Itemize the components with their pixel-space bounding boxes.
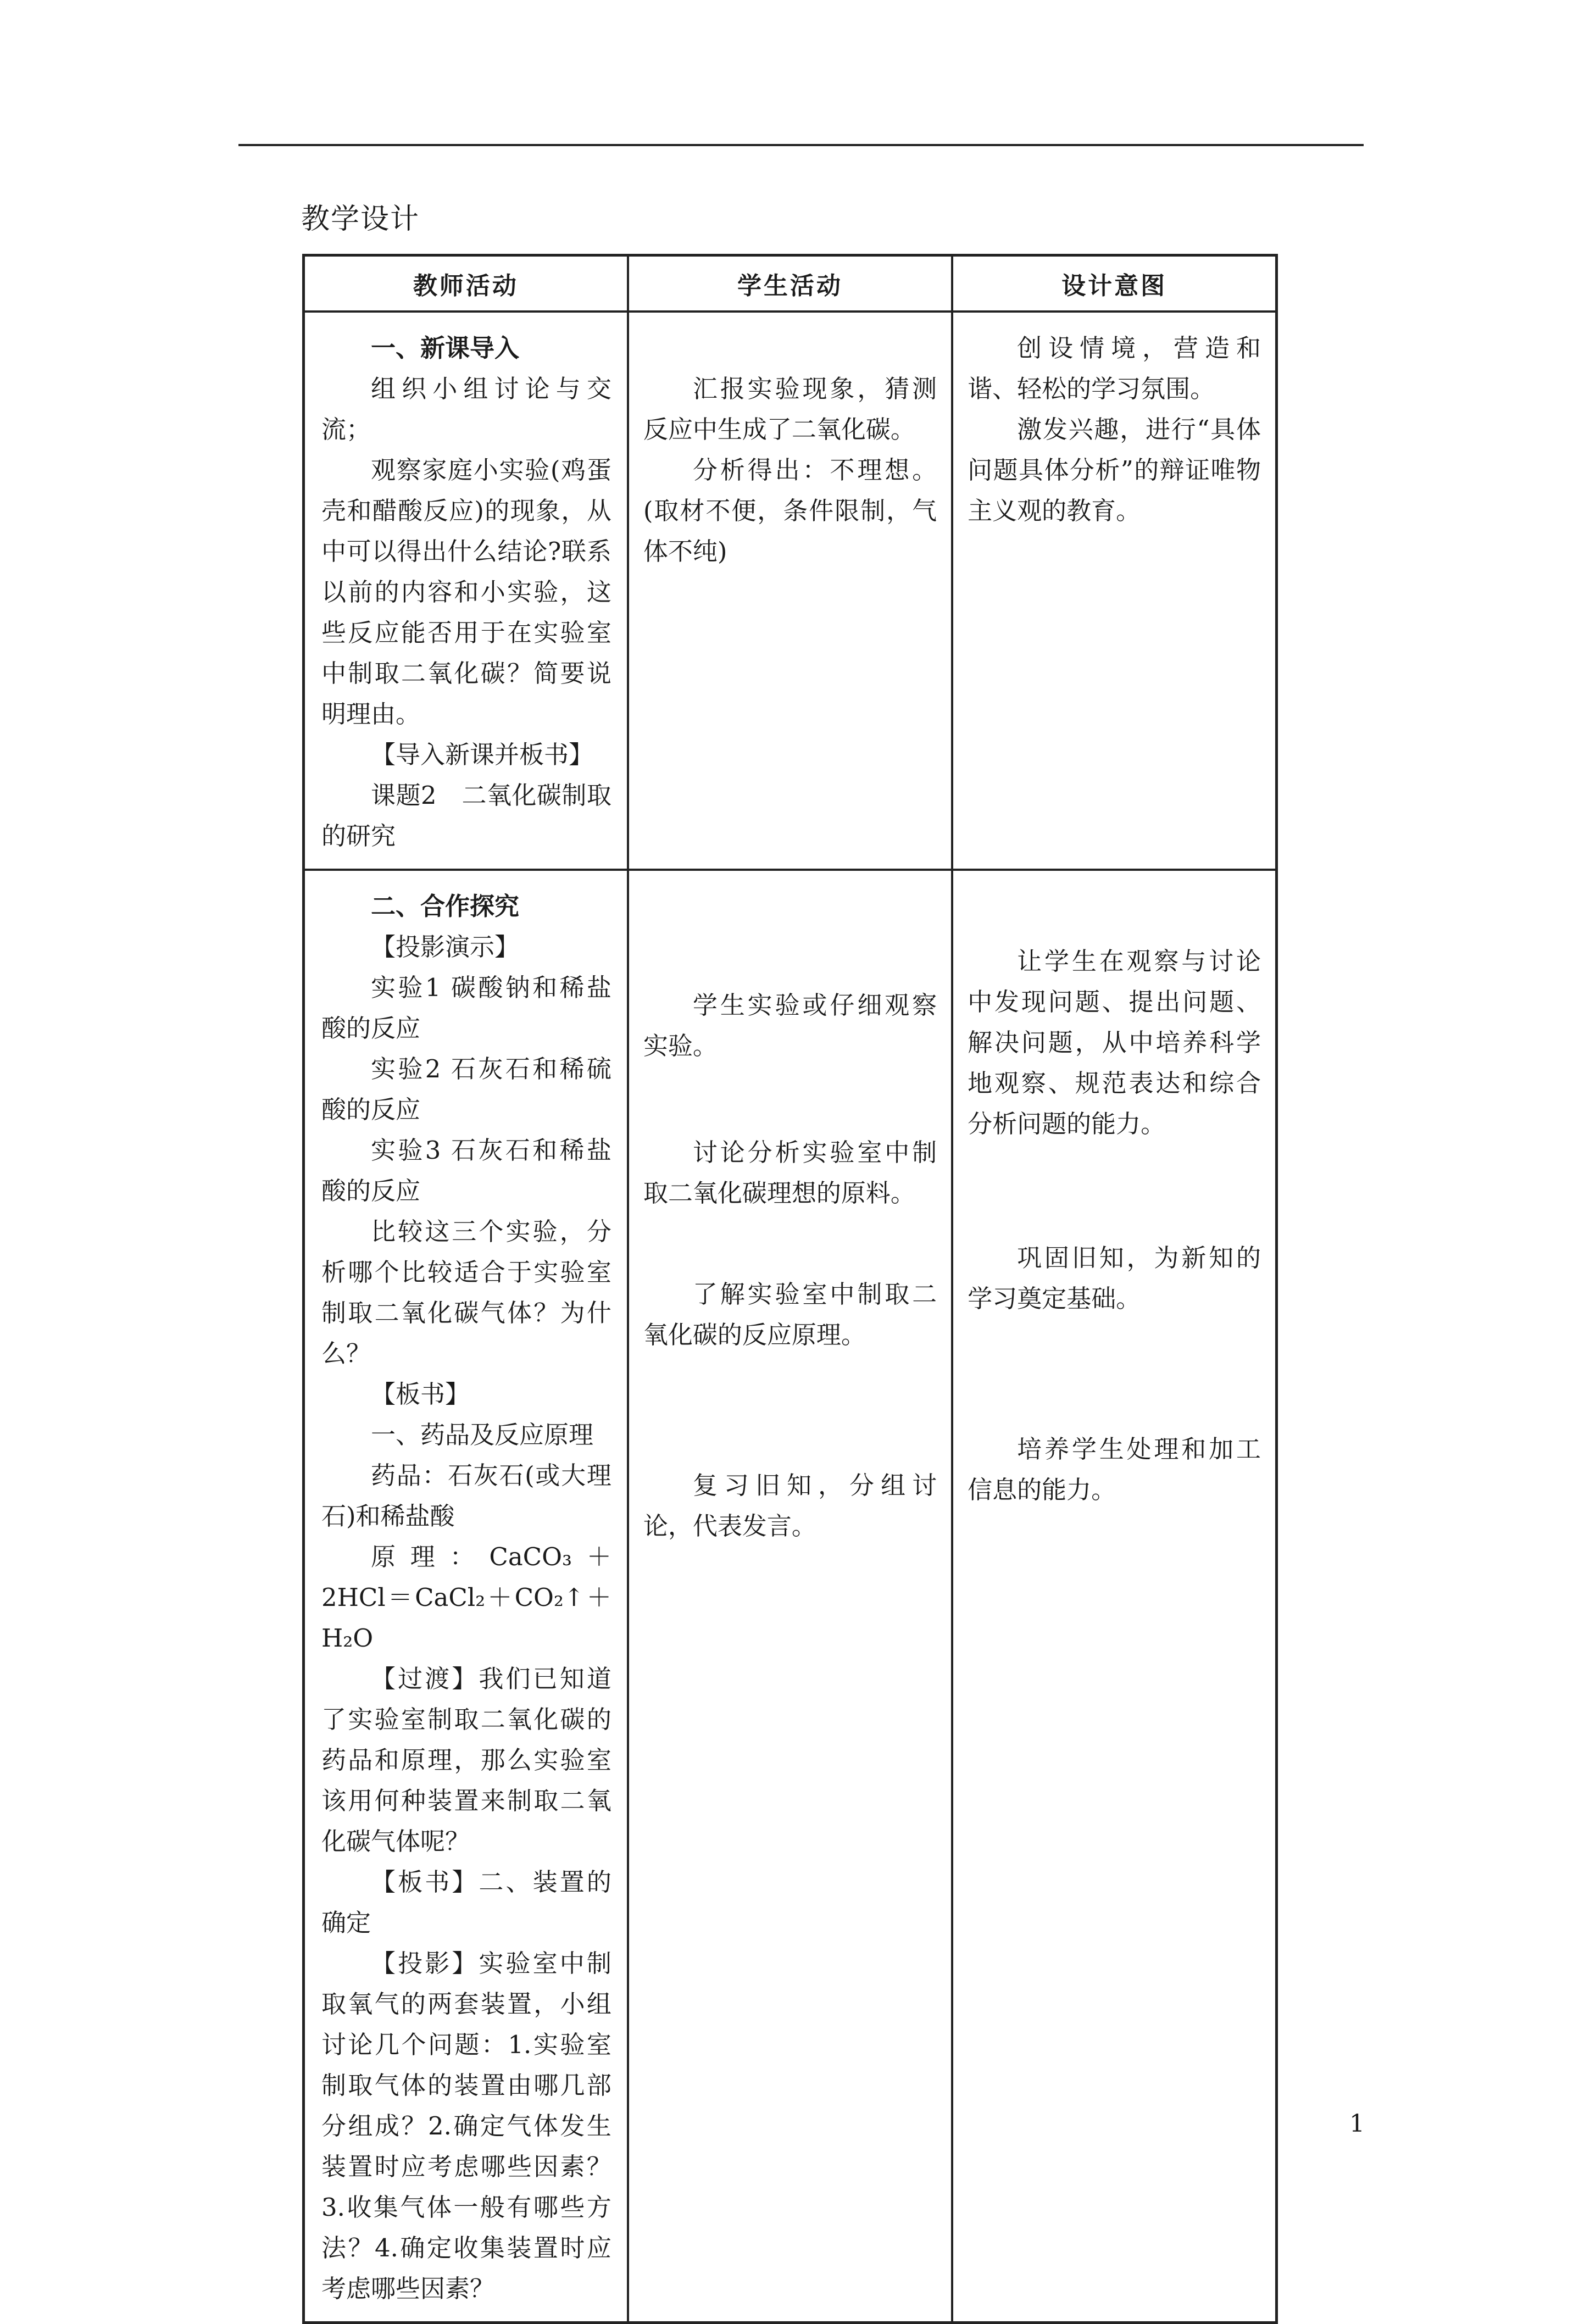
- section-title: 教学设计: [301, 203, 420, 236]
- row1-design-text: 创设情境，营造和谐、轻松的学习氛围。: [968, 333, 1261, 403]
- teaching-design-table: [302, 254, 1278, 2324]
- row1-design-text: 激发兴趣，进行“具体问题具体分析”的辩证唯物主义观的教育。: [968, 415, 1261, 525]
- student-activity-cell: [628, 870, 952, 2323]
- header-design-intent: 设计意图: [952, 255, 1276, 312]
- row2-student-text: 了解实验室中制取二氧化碳的反应原理。: [643, 1280, 937, 1349]
- row2-teacher-heading: 二、合作探究: [371, 892, 520, 921]
- row2-teacher-text: 【板书】二、装置的确定: [321, 1867, 611, 1937]
- row2-student-text: 复习旧知，分组讨论，代表发言。: [643, 1471, 937, 1541]
- row2-design-text: 让学生在观察与讨论中发现问题、提出问题、解决问题，从中培养科学地观察、规范表达和综合分析问题的能力。: [968, 947, 1261, 1138]
- header-rule: [238, 144, 1364, 146]
- row1-teacher-text: 观察家庭小实验(鸡蛋壳和醋酸反应)的现象，从中可以得出什么结论?联系以前的内容和小实验，这些反应能否用于在实验室中制取二氧化碳？简要说明理由。: [321, 455, 611, 729]
- row2-teacher-text: 药品：石灰石(或大理石)和稀盐酸: [321, 1461, 611, 1531]
- row2-teacher-text: 【投影演示】: [371, 932, 520, 961]
- design-intent-cell: [952, 870, 1276, 2323]
- row2-student-text: 学生实验或仔细观察实验。: [643, 991, 937, 1060]
- row2-design-text: 培养学生处理和加工信息的能力。: [968, 1435, 1261, 1504]
- row2-teacher-text: 【投影】实验室中制取氧气的两套装置，小组讨论几个问题：1.实验室制取气体的装置由哪几部分组成？2.确定气体发生装置时应考虑哪些因素？3.收集气体一般有哪些方法？4.确定收集装置时应考虑哪些因素？: [321, 1949, 611, 2303]
- row2-teacher-equation: 原理：CaCO₃＋2HCl＝CaCl₂＋CO₂↑＋H₂O: [321, 1542, 611, 1653]
- row2-teacher-text: 实验1 碳酸钠和稀盐酸的反应: [321, 973, 611, 1043]
- table-row: [304, 870, 1277, 2323]
- teacher-activity-cell: [304, 870, 628, 2323]
- row2-teacher-text: 实验3 石灰石和稀盐酸的反应: [321, 1136, 611, 1205]
- header-student-activity: 学生活动: [628, 255, 952, 312]
- row1-teacher-text: 【导入新课并板书】: [371, 740, 594, 769]
- row2-teacher-text: 一、药品及反应原理: [371, 1420, 594, 1449]
- row2-teacher-text: 【过渡】我们已知道了实验室制取二氧化碳的药品和原理，那么实验室该用何种装置来制取二氧化碳气体呢？: [321, 1664, 611, 1856]
- row1-teacher-heading: 一、新课导入: [371, 333, 520, 363]
- row2-student-text: 讨论分析实验室中制取二氧化碳理想的原料。: [643, 1138, 937, 1208]
- row2-design-text: 巩固旧知，为新知的学习奠定基础。: [968, 1243, 1261, 1313]
- row1-teacher-text: 课题2 二氧化碳制取的研究: [321, 781, 611, 850]
- table-header-row: [304, 255, 1277, 312]
- row1-student-text: 汇报实验现象，猜测反应中生成了二氧化碳。: [643, 374, 937, 444]
- teacher-activity-cell: [304, 312, 628, 870]
- table-row: [304, 312, 1277, 870]
- row1-teacher-text: 组织小组讨论与交流；: [321, 374, 611, 444]
- student-activity-cell: [628, 312, 952, 870]
- header-teacher-activity: 教师活动: [304, 255, 628, 312]
- page-number: 1: [1349, 2110, 1365, 2138]
- row2-teacher-text: 【板书】: [371, 1380, 470, 1409]
- design-intent-cell: [952, 312, 1276, 870]
- row1-student-text: 分析得出：不理想。(取材不便，条件限制，气体不纯): [643, 455, 937, 566]
- row2-teacher-text: 实验2 石灰石和稀硫酸的反应: [321, 1054, 611, 1124]
- row2-teacher-text: 比较这三个实验，分析哪个比较适合于实验室制取二氧化碳气体？为什么？: [321, 1217, 611, 1368]
